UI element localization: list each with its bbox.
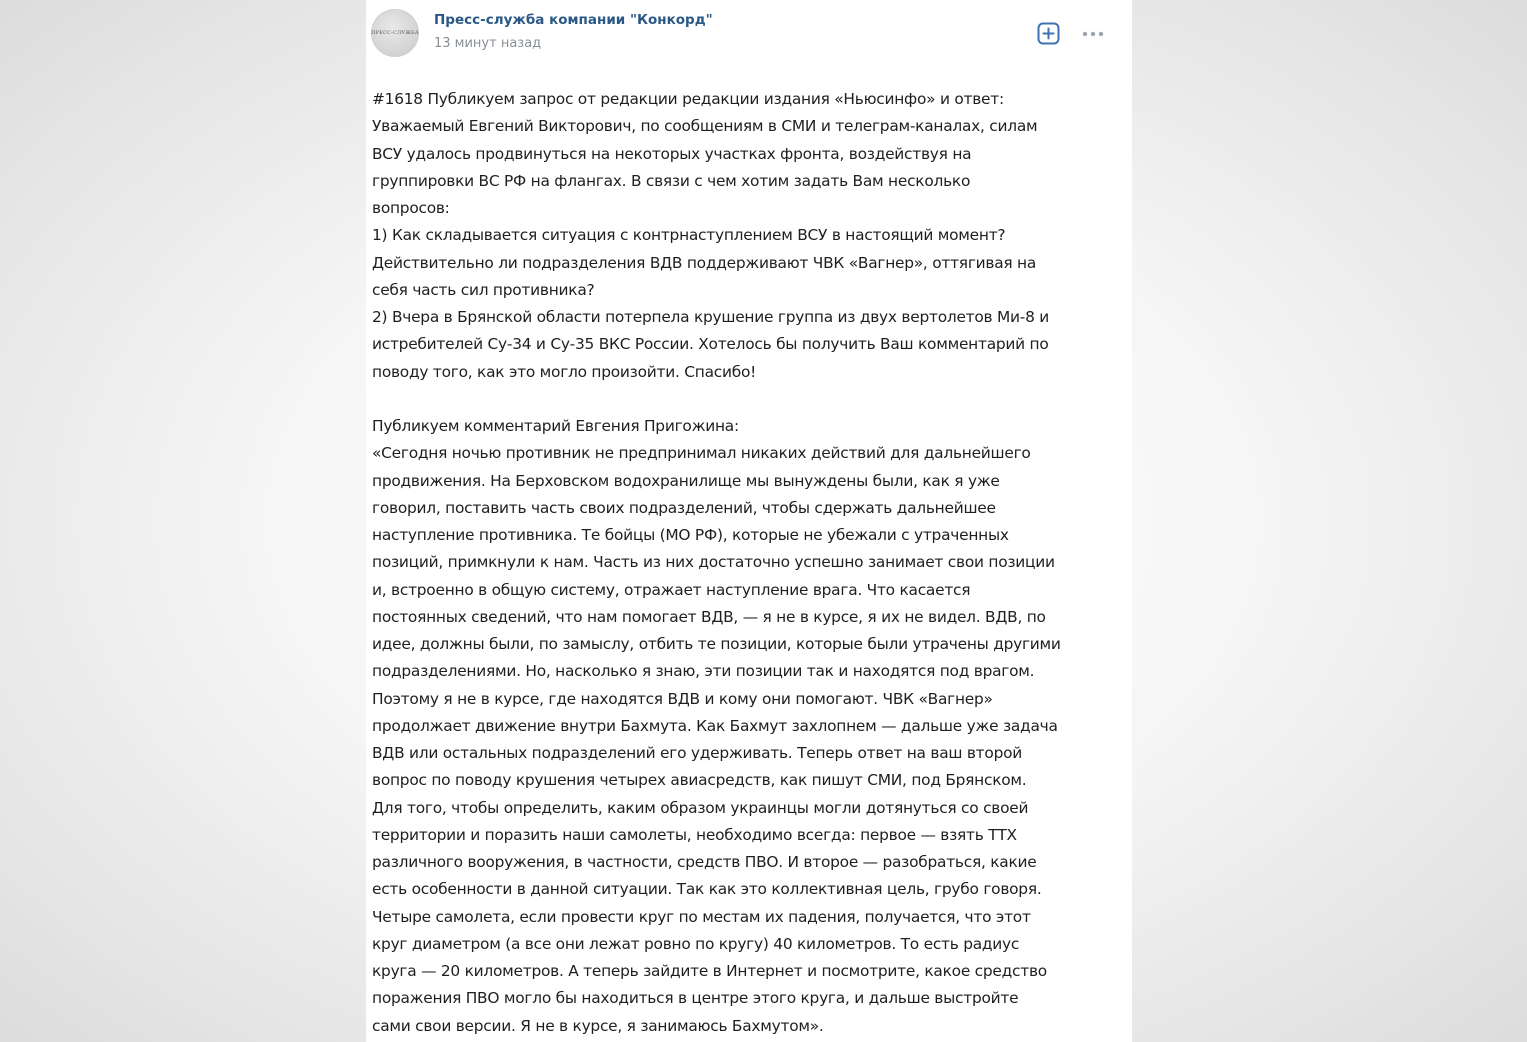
- post-text-line: есть особенности в данной ситуации. Так как это коллективная цель, грубо говоря.: [372, 880, 1042, 899]
- post-text-line: наступление противника. Те бойцы (МО РФ), которые не убежали с утраченных: [372, 526, 1009, 544]
- post-text-line: 2) Вчера в Брянской области потерпела крушение группа из двух вертолетов Ми-8 и: [372, 308, 1050, 326]
- avatar[interactable]: [371, 9, 419, 57]
- post-timestamp[interactable]: 13 минут назад: [434, 36, 542, 51]
- post-text-line: группировки ВС РФ на флангах. В связи с чем хотим задать Вам несколько: [372, 171, 971, 190]
- post-text-line: #1618 Публикуем запрос от редакции редакции издания «Ньюсинфо» и ответ:: [372, 90, 1004, 108]
- post-text-line: ВСУ удалось продвинуться на некоторых участках фронта, воздействуя на: [372, 144, 972, 163]
- plus-square-icon: [1037, 22, 1060, 45]
- post-text-line: подразделениями. Но, насколько я знаю, эти позиции так и находятся под врагом.: [372, 662, 1035, 681]
- post-text-line: истребителей Су-34 и Су-35 ВКС России. Хотелось бы получить Ваш комментарий по: [372, 335, 1049, 354]
- post-text-line: продолжает движение внутри Бахмута. Как Бахмут захлопнем — дальше уже задача: [372, 716, 1058, 735]
- post-text-line: круг диаметром (а все они лежат ровно по кругу) 40 километров. То есть радиус: [372, 934, 1020, 953]
- avatar-logo-text: ПРЕСС-СЛУЖБА: [371, 30, 419, 36]
- post-text-line: 1) Как складывается ситуация с контрнаступлением ВСУ в настоящий момент?: [372, 226, 1006, 245]
- post-text-line: позиций, примкнули к нам. Часть из них достаточно успешно занимает свои позиции: [372, 553, 1055, 572]
- post-card: [366, 0, 1132, 1042]
- post-text-line: вопросов:: [372, 199, 450, 217]
- subscribe-button[interactable]: [1037, 22, 1060, 45]
- post-text-line: поражения ПВО могло бы находиться в центре этого круга, и дальше выстройте: [372, 989, 1019, 1008]
- post-text-line: круга — 20 километров. А теперь зайдите в Интернет и посмотрите, какое средство: [372, 962, 1047, 980]
- post-text-line: ВДВ или остальных подразделений его удерживать. Теперь ответ на ваш второй: [372, 744, 1023, 762]
- post-text-line: вопрос по поводу крушения четырех авиасредств, как пишут СМИ, под Брянском.: [372, 771, 1027, 790]
- post-text-line: «Сегодня ночью противник не предпринимал никаких действий для дальнейшего: [372, 444, 1031, 463]
- ellipsis-icon: [1082, 31, 1104, 37]
- post-text-line: говорил, поставить часть своих подразделений, чтобы сдержать дальнейшее: [372, 498, 996, 517]
- post-text-line: Уважаемый Евгений Викторович, по сообщениям в СМИ и телеграм-каналах, силам: [372, 117, 1038, 136]
- post-text-line: территории и поразить наши самолеты, необходимо всегда: первое — взять ТТХ: [372, 825, 1017, 844]
- post-text-line: различного вооружения, в частности, средств ПВО. И второе — разобраться, какие: [372, 853, 1037, 871]
- post-text-line: Публикуем комментарий Евгения Пригожина:: [372, 417, 739, 435]
- post-text-line: сами свои версии. Я не в курсе, я занимаюсь Бахмутом».: [372, 1016, 824, 1035]
- paragraph-break: [372, 386, 1124, 413]
- post-text-line: постоянных сведений, что нам помогает ВДВ, — я не в курсе, я их не видел. ВДВ, по: [372, 607, 1046, 626]
- post-text-line: продвижения. На Берховском водохранилище мы вынуждены были, как я уже: [372, 471, 1000, 490]
- post-text-line: Для того, чтобы определить, каким образом украинцы могли дотянуться со своей: [372, 798, 1029, 817]
- post-text-line: Действительно ли подразделения ВДВ поддерживают ЧВК «Вагнер», оттягивая на: [372, 253, 1037, 272]
- post-text-line: и, встроенно в общую систему, отражает наступление врага. Что касается: [372, 580, 971, 599]
- post-header: [366, 0, 1132, 72]
- author-name-link[interactable]: Пресс-служба компании "Конкорд": [434, 12, 713, 28]
- post-text-line: поводу того, как это могло произойти. Спасибо!: [372, 362, 757, 381]
- post-text-line: Поэтому я не в курсе, где находятся ВДВ и кому они помогают. ЧВК «Вагнер»: [372, 689, 993, 708]
- post-text-line: Четыре самолета, если провести круг по местам их падения, получается, что этот: [372, 907, 1031, 926]
- post-text-line: идее, должны были, по замыслу, отбить те позиции, которые были утрачены другими: [372, 635, 1061, 653]
- post-text-line: себя часть сил противника?: [372, 280, 595, 299]
- more-options-button[interactable]: [1082, 22, 1104, 45]
- post-text: [372, 86, 1124, 1040]
